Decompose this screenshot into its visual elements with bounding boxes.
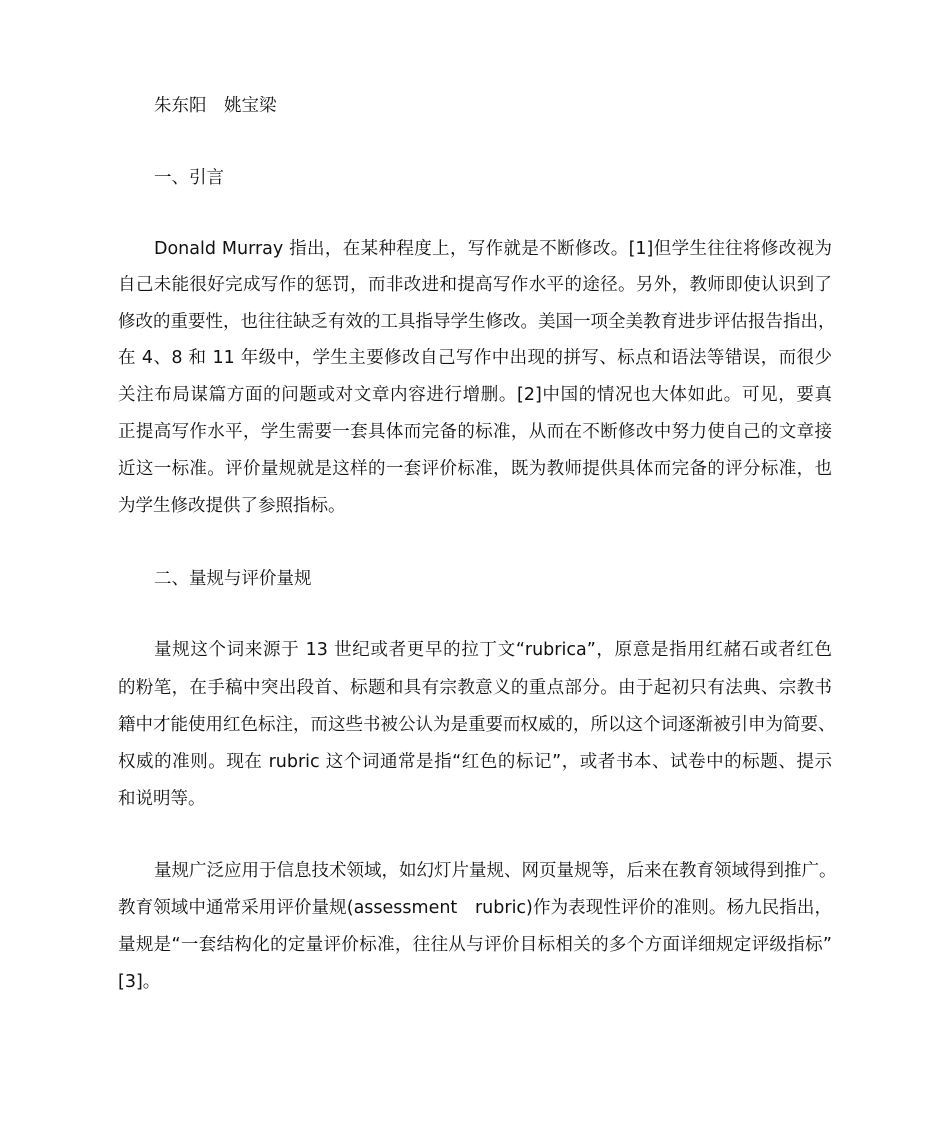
paragraph-line: [3]。	[118, 972, 161, 992]
paragraph-line: 关注布局谋篇方面的问题或对文章内容进行增删。[2]中国的情况也大体如此。可见，要真	[118, 385, 832, 405]
authors: 朱东阳 姚宝梁	[154, 96, 277, 116]
paragraph-line: 修改的重要性，也往往缺乏有效的工具指导学生修改。美国一项全美教育进步评估报告指出，	[118, 312, 836, 332]
paragraph-line: 量规是“一套结构化的定量评价标准，往往从与评价目标相关的多个方面详细规定评级指标”	[118, 935, 832, 955]
section-heading-2: 二、量规与评价量规	[154, 569, 312, 589]
section-heading-1: 一、引言	[154, 168, 224, 188]
paragraph-line: 为学生修改提供了参照指标。	[118, 496, 346, 516]
paragraph-line: 量规这个词来源于 13 世纪或者更早的拉丁文“rubrica”，原意是指用红赭石或者红色	[154, 640, 832, 660]
paragraph-line: 在 4、8 和 11 年级中，学生主要修改自己写作中出现的拼写、标点和语法等错误，而很少	[118, 348, 832, 368]
paragraph-line: 和说明等。	[118, 789, 206, 809]
paragraph-line: 近这一标准。评价量规就是这样的一套评价标准，既为教师提供具体而完备的评分标准，也	[118, 459, 832, 479]
paragraph-line: 教育领域中通常采用评价量规(assessment rubric)作为表现性评价的准则。杨九民指出，	[118, 898, 832, 918]
paragraph-line: 的粉笔，在手稿中突出段首、标题和具有宗教意义的重点部分。由于起初只有法典、宗教书	[118, 678, 832, 698]
paragraph-line: 量规广泛应用于信息技术领域，如幻灯片量规、网页量规等，后来在教育领域得到推广。	[154, 861, 837, 881]
paragraph-line: 正提高写作水平，学生需要一套具体而完备的标准，从而在不断修改中努力使自己的文章接	[118, 422, 832, 442]
paragraph-line: Donald Murray 指出，在某种程度上，写作就是不断修改。[1]但学生往往将修改视为	[154, 239, 832, 259]
paragraph-line: 自己未能很好完成写作的惩罚，而非改进和提高写作水平的途径。另外，教师即使认识到了	[118, 275, 832, 295]
paragraph-line: 籍中才能使用红色标注，而这些书被公认为是重要而权威的，所以这个词逐渐被引申为简要、	[118, 715, 836, 735]
paragraph-line: 权威的准则。现在 rubric 这个词通常是指“红色的标记”，或者书本、试卷中的标题、提示	[118, 752, 832, 772]
